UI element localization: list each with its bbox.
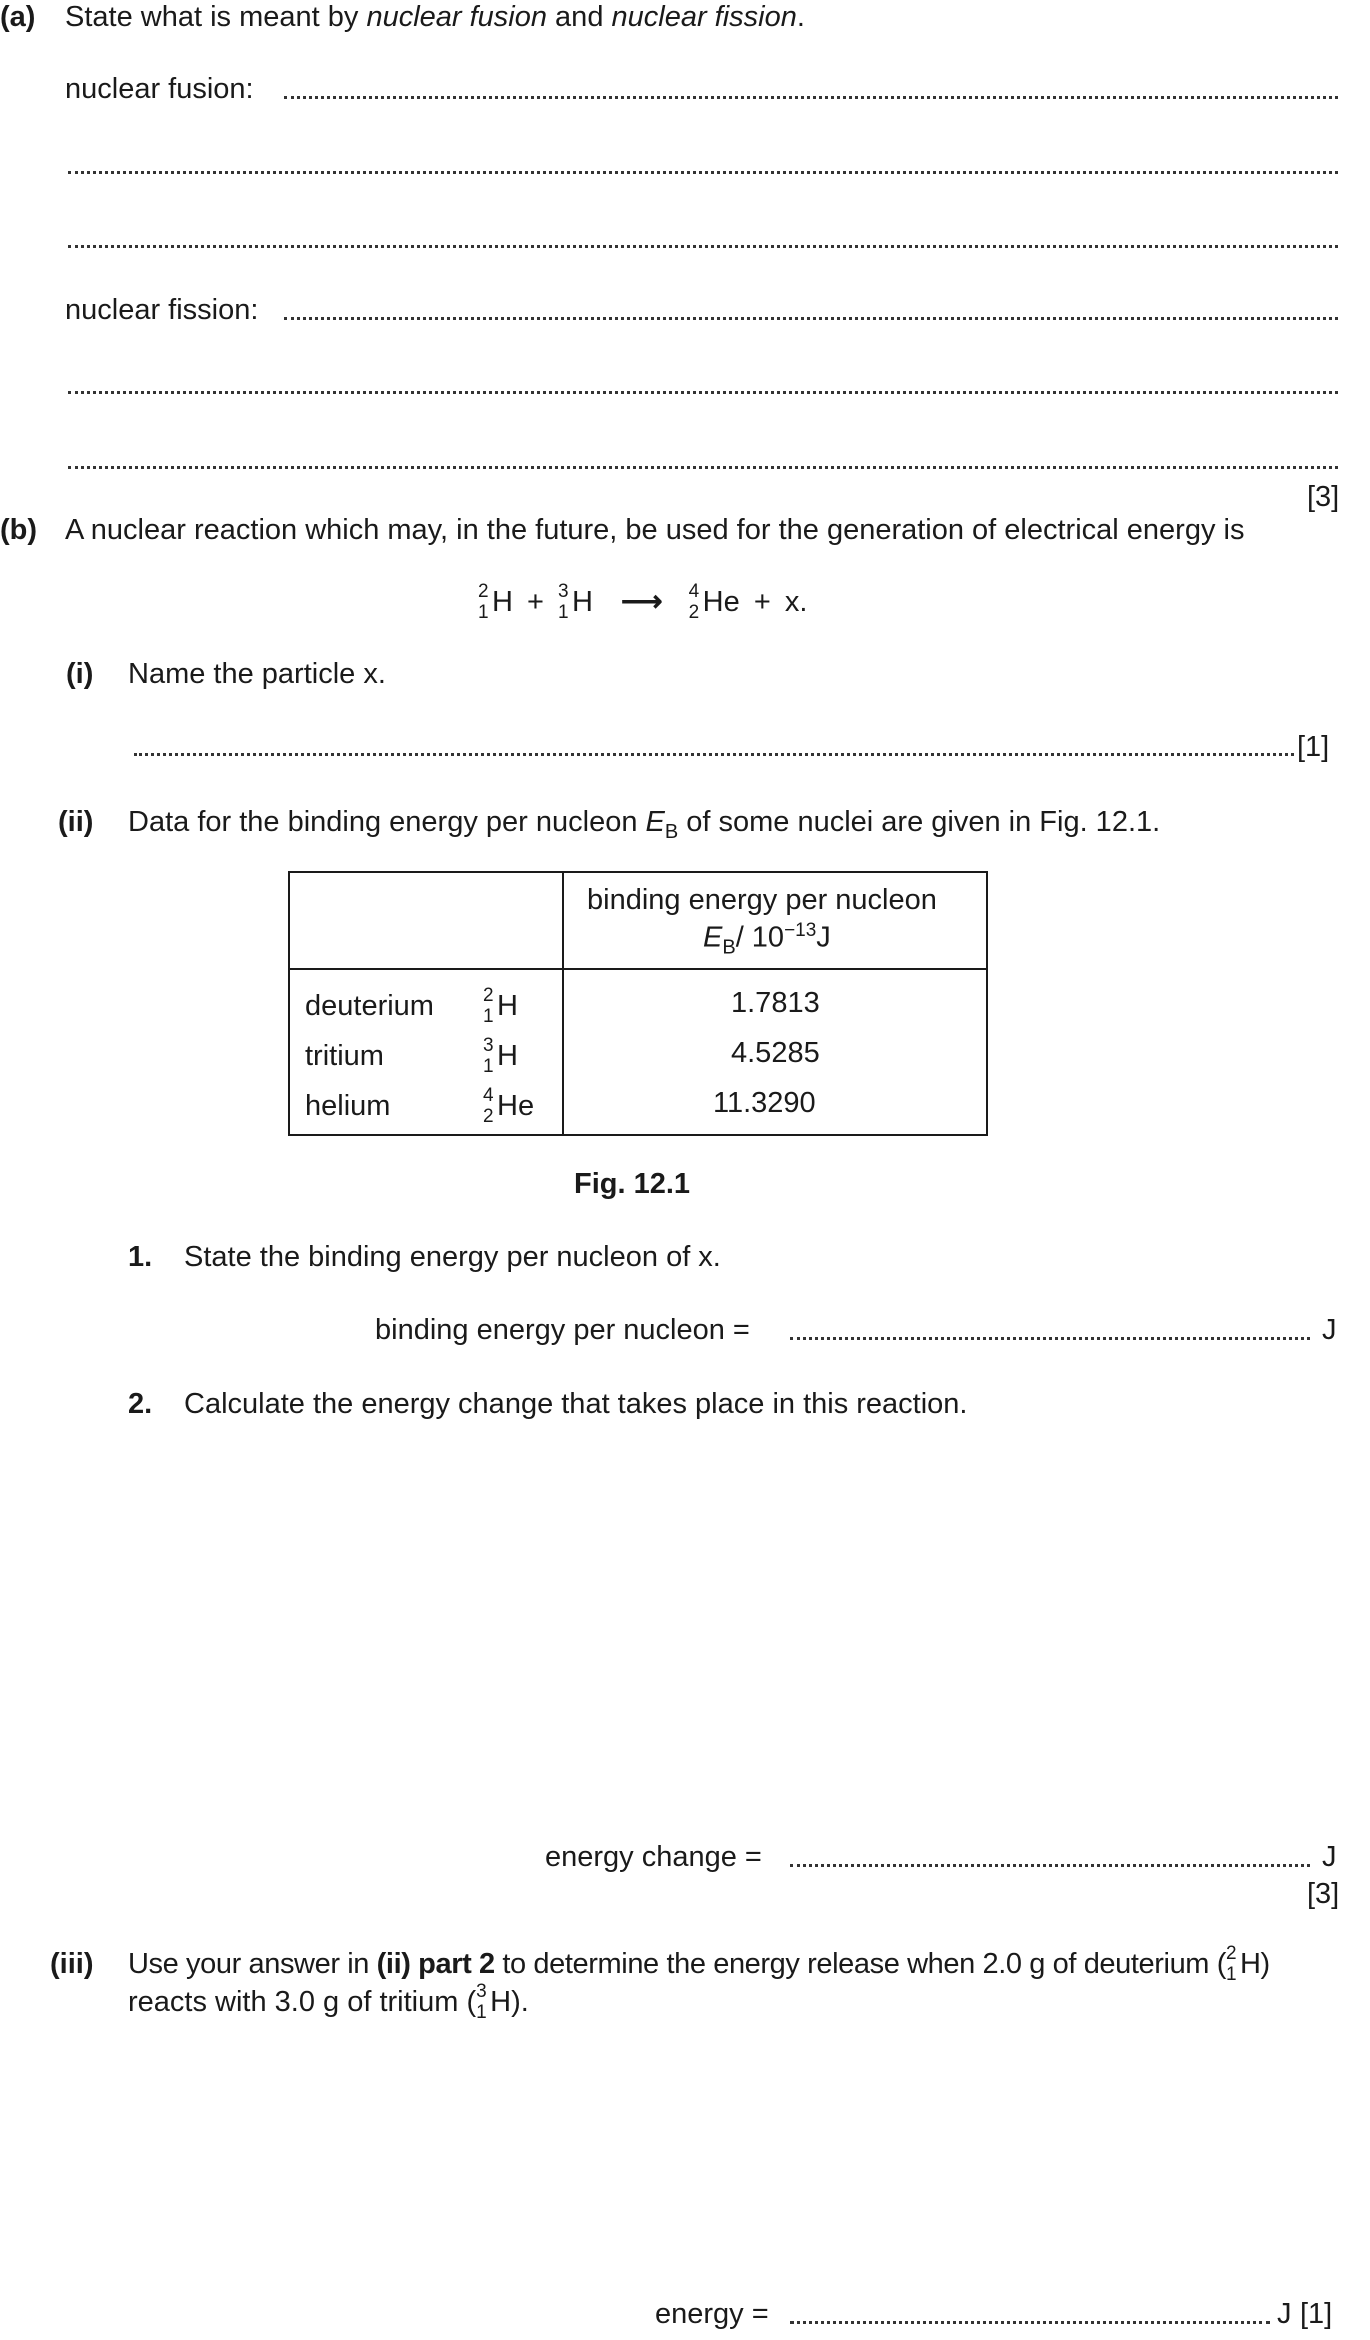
prompt-text: Data for the binding energy per nucleon — [128, 806, 646, 838]
symbol-e: E — [703, 921, 723, 954]
atomic-number: 1 — [483, 1006, 494, 1027]
q2-text: Calculate the energy change that takes place in this reaction. — [184, 1388, 968, 1420]
prompt-text: Use your answer in — [128, 1948, 377, 1980]
atomic-number: 1 — [483, 1056, 494, 1077]
prompt-text: State what is meant by — [65, 1, 367, 33]
fission-label: nuclear fission: — [65, 294, 259, 326]
mass-number: 3 — [483, 1035, 494, 1056]
table-header-line1: binding energy per nucleon — [587, 884, 937, 916]
reference-bold: (ii) part 2 — [376, 1948, 495, 1980]
unit-text: / 10 — [735, 921, 785, 954]
fusion-answer-line-1[interactable] — [284, 96, 1338, 99]
prompt-text: to determine the energy release when 2.0 g of deuterium ( — [494, 1948, 1226, 1980]
part-a-label: (a) — [0, 1, 36, 33]
unit-text: J — [816, 921, 831, 954]
atomic-number: 1 — [558, 602, 569, 623]
table-row-value: 1.7813 — [731, 987, 820, 1019]
table-row-name: helium — [305, 1090, 391, 1122]
atomic-number: 2 — [483, 1106, 494, 1127]
part-a-marks: [3] — [1307, 481, 1340, 513]
prompt-text: ) — [1260, 1948, 1270, 1980]
nuclear-equation — [478, 581, 808, 623]
q1-unit: J — [1322, 1314, 1337, 1346]
prompt-text: of some nuclei are given in Fig. 12.1. — [678, 806, 1161, 838]
tritium-nuclide — [476, 1981, 512, 2023]
q2-number: 2. — [128, 1388, 153, 1420]
fission-answer-line-3[interactable] — [68, 466, 1338, 469]
part-a-prompt — [65, 3, 805, 32]
prompt-text: reacts with 3.0 g of tritium ( — [128, 1986, 477, 2018]
table-row-value: 4.5285 — [731, 1037, 820, 1069]
particle-answer-line[interactable] — [134, 753, 1294, 756]
unit-exponent: −13 — [784, 920, 817, 941]
part-b-i-text: Name the particle x. — [128, 658, 386, 690]
element-symbol: H — [497, 1040, 518, 1072]
part-b-iii-text-line2 — [128, 1981, 529, 2023]
q2-answer-line[interactable] — [790, 1864, 1310, 1867]
plus-sign: + — [527, 586, 544, 618]
q1-text: State the binding energy per nucleon of x. — [184, 1241, 721, 1273]
table-divider — [562, 873, 564, 1134]
table-divider — [290, 968, 986, 970]
iii-answer-line[interactable] — [790, 2321, 1270, 2324]
mass-number: 4 — [688, 581, 700, 602]
atomic-number: 2 — [688, 602, 700, 623]
q1-answer-line[interactable] — [790, 1337, 1310, 1340]
q2-marks: [3] — [1307, 1878, 1340, 1910]
binding-energy-table — [288, 871, 988, 1136]
fusion-answer-line-2[interactable] — [68, 171, 1338, 174]
figure-caption: Fig. 12.1 — [574, 1168, 691, 1200]
symbol-subscript: B — [664, 820, 679, 843]
element-symbol: H — [1239, 1948, 1261, 1980]
part-b-ii-label: (ii) — [58, 806, 94, 838]
symbol-subscript: B — [722, 936, 736, 959]
q1-number: 1. — [128, 1241, 153, 1273]
fission-answer-line-2[interactable] — [68, 391, 1338, 394]
fusion-label: nuclear fusion: — [65, 73, 254, 105]
symbol-e: E — [645, 806, 665, 838]
element-symbol: H — [490, 1986, 512, 2018]
table-row-value: 11.3290 — [713, 1087, 816, 1119]
part-b-i-marks: [1] — [1297, 731, 1330, 763]
atomic-number: 1 — [478, 602, 489, 623]
table-header-unit — [703, 921, 831, 957]
prompt-text: ). — [511, 1986, 529, 2018]
deuterium-nuclide — [1225, 1943, 1261, 1985]
part-b-label: (b) — [0, 514, 38, 546]
mass-number: 3 — [558, 581, 569, 602]
part-b-i-label: (i) — [66, 658, 94, 690]
part-b-ii-text — [128, 808, 1160, 842]
iii-unit: J — [1277, 2298, 1292, 2330]
element-symbol: H — [572, 586, 593, 618]
reaction-arrow-icon: ⟶ — [621, 586, 663, 618]
q2-answer-label: energy change = — [545, 1841, 762, 1873]
term-fission: nuclear fission — [611, 1, 797, 33]
prompt-text: . — [796, 1, 805, 33]
part-b-iii-text-line1 — [128, 1943, 1270, 1985]
q2-unit: J — [1322, 1841, 1337, 1873]
fission-answer-line-1[interactable] — [284, 317, 1338, 320]
tritium-nuclide — [558, 581, 593, 623]
table-row-name: deuterium — [305, 990, 434, 1022]
prompt-text: and — [547, 1, 612, 33]
part-b-intro: A nuclear reaction which may, in the future, be used for the generation of electrical energy is — [65, 514, 1245, 546]
mass-number: 3 — [476, 1981, 487, 2002]
atomic-number: 1 — [476, 2002, 487, 2023]
iii-answer-label: energy = — [655, 2298, 769, 2330]
q1-answer-label: binding energy per nucleon = — [375, 1314, 750, 1346]
iii-marks: [1] — [1300, 2298, 1333, 2330]
table-row-nuclide — [483, 985, 518, 1027]
element-symbol: H — [497, 990, 518, 1022]
table-row-nuclide — [483, 1085, 535, 1127]
element-symbol: He — [702, 586, 740, 618]
element-symbol: He — [497, 1090, 535, 1122]
element-symbol: H — [492, 586, 513, 618]
part-b-iii-label: (iii) — [50, 1948, 94, 1980]
helium-nuclide — [688, 581, 740, 623]
plus-sign: + — [753, 586, 771, 618]
term-fusion: nuclear fusion — [366, 1, 547, 33]
mass-number: 2 — [1225, 1943, 1237, 1964]
deuterium-nuclide — [478, 581, 513, 623]
mass-number: 2 — [478, 581, 489, 602]
table-row-nuclide — [483, 1035, 518, 1077]
table-row-name: tritium — [305, 1040, 384, 1072]
mass-number: 4 — [483, 1085, 494, 1106]
particle-x: x. — [784, 586, 808, 618]
mass-number: 2 — [483, 985, 494, 1006]
atomic-number: 1 — [1225, 1964, 1237, 1985]
fusion-answer-line-3[interactable] — [68, 245, 1338, 248]
